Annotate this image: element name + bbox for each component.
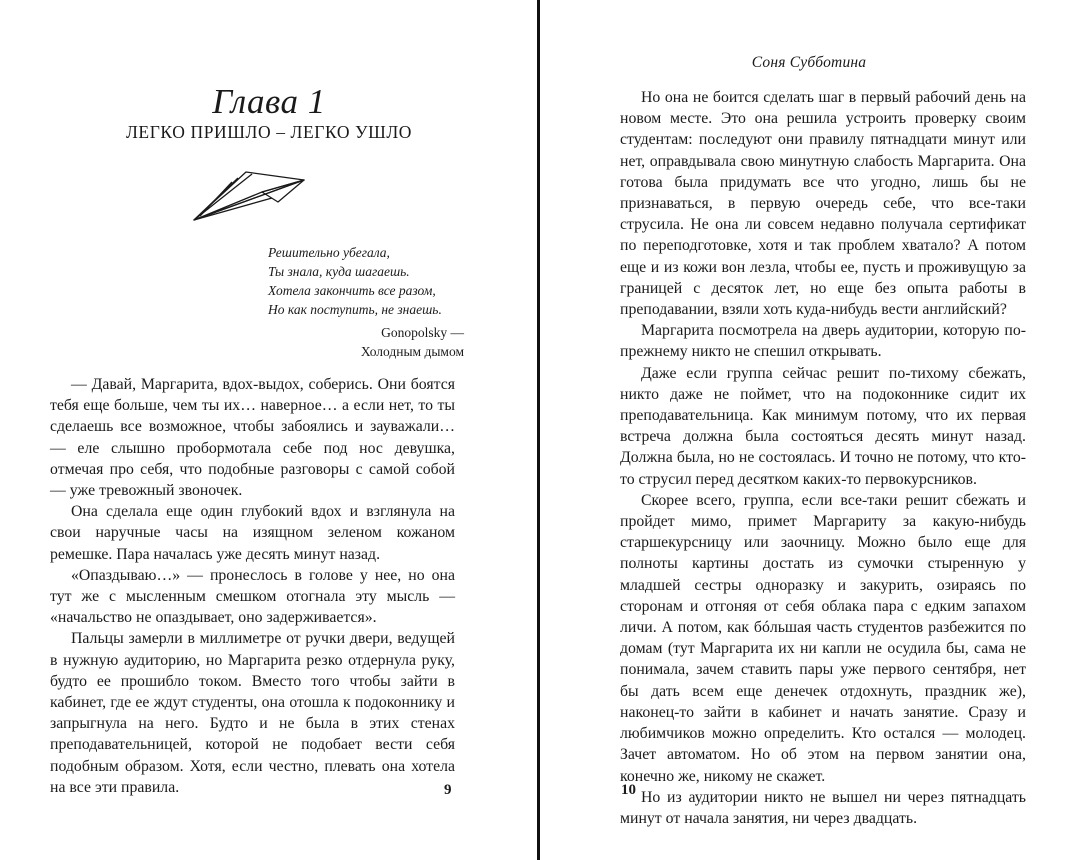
right-body-text	[620, 87, 1026, 829]
epigraph-line: Ты знала, куда шагаешь.	[268, 264, 410, 279]
paragraph: Маргарита посмотрела на дверь аудитории, которую по-прежнему никто не спешил открывать.	[620, 322, 1026, 361]
book-spine-divider	[537, 0, 540, 860]
paper-airplane-icon	[192, 162, 308, 226]
paragraph: — Давай, Маргарита, вдох-выдох, соберись. Они боятся тебя еще больше, чем ты их… наверное… а если нет, то ты сделаешь все возможное, чтобы забоялись и зауважали… — еле слышно пробормотала себе под нос девушка, отмечая про себя, что подобные разговоры с самой собой — уже тревожный звоночек.	[50, 376, 455, 500]
chapter-title: Глава 1	[212, 82, 326, 121]
epigraph-line: Хотела закончить все разом,	[268, 283, 436, 298]
right-page	[541, 0, 1077, 860]
page-number: 9	[444, 782, 452, 798]
page-number: 10	[621, 782, 636, 798]
paragraph: Но из аудитории никто не вышел ни через пятнадцать минут от начала занятия, ни через двадцать.	[620, 788, 1026, 827]
epigraph-line: Но как поступить, не знаешь.	[268, 302, 442, 317]
paragraph: Скорее всего, группа, если все-таки решит сбежать и пройдет мимо, примет Маргариту за какую-нибудь старшекурсницу или заочницу. Можно было еще для полноты картины достать из сумочки стыренную у младшей сестры одноразку и закурить, озираясь по сторонам и отгоняя от себя облака пара с едким запахом личи. А потом, как бóльшая часть студентов разбежится по домам (тут Маргарита их ни капли не осудила бы, сама не понимала, зачем ставить пары уже первого сентября, нет бы дать всем еще денечек отдохнуть, праздник же), наконец-то зайти в кабинет и начать занятие. Сразу и любимчиков можно определить. Кто остался — молодец. Зачет автоматом. Но об этом на первом занятии она, конечно же, никому не скажет.	[620, 491, 1026, 785]
left-body-text	[50, 374, 455, 798]
chapter-subtitle: ЛЕГКО ПРИШЛО – ЛЕГКО УШЛО	[125, 122, 413, 142]
epigraph-author: Gonopolsky —	[381, 325, 464, 340]
paragraph: Пальцы замерли в миллиметре от ручки двери, ведущей в нужную аудиторию, но Маргарита резко отдернула руку, будто ее прошибло током. Вместо того чтобы зайти в кабинет, где ее ждут студенты, она отошла к подоконнику и запрыгнула на него. Будто и не была в этих стенах преподавательницей, которой не подобает вести себя подобным образом. Хотя, если честно, плевать она хотела на все эти правила.	[50, 630, 455, 796]
paragraph: «Опаздываю…» — пронеслось в голове у нее, но она тут же с мысленным смешком отогнала эту мысль — «начальство не опаздывает, оно задерживается».	[50, 566, 455, 627]
epigraph-source: Холодным дымом	[360, 344, 464, 359]
running-head: Соня Субботина	[751, 54, 867, 71]
epigraph-line: Решительно убегала,	[268, 245, 390, 260]
paragraph: Но она не боится сделать шаг в первый рабочий день на новом месте. Это она решила устроить проверку своим студентам: последуют они правилу пятнадцати минут или нет, оправдывала свою минутную слабость Маргарита. Она готова была придумать все что угодно, лишь бы не признаваться, в первую очередь себе, что все-таки струсила. Не она ли совсем недавно получала сертификат по переподготовке, хотя и так проблем хватало? А потом еще и из кожи вон лезла, чтобы ее, пусть и проживущую за границей с десяток лет, но еще без опыта работы в преподавании, взяли хоть куда-нибудь вести английский?	[620, 89, 1026, 319]
epigraph	[268, 243, 464, 361]
paragraph: Она сделала еще один глубокий вдох и взглянула на свои наручные часы на изящном зеленом кожаном ремешке. Пара началась уже десять минут назад.	[50, 503, 455, 563]
paragraph: Даже если группа сейчас решит по-тихому сбежать, никто даже не поймет, что на подоконнике сидит их преподавательница. Как минимум потому, что их первая встреча должна была состояться десять минут назад. Должна была, но не состоялась. И точно не потому, что кто-то струсил перед десятком каких-то первокурсников.	[620, 364, 1026, 488]
left-page	[0, 0, 538, 860]
